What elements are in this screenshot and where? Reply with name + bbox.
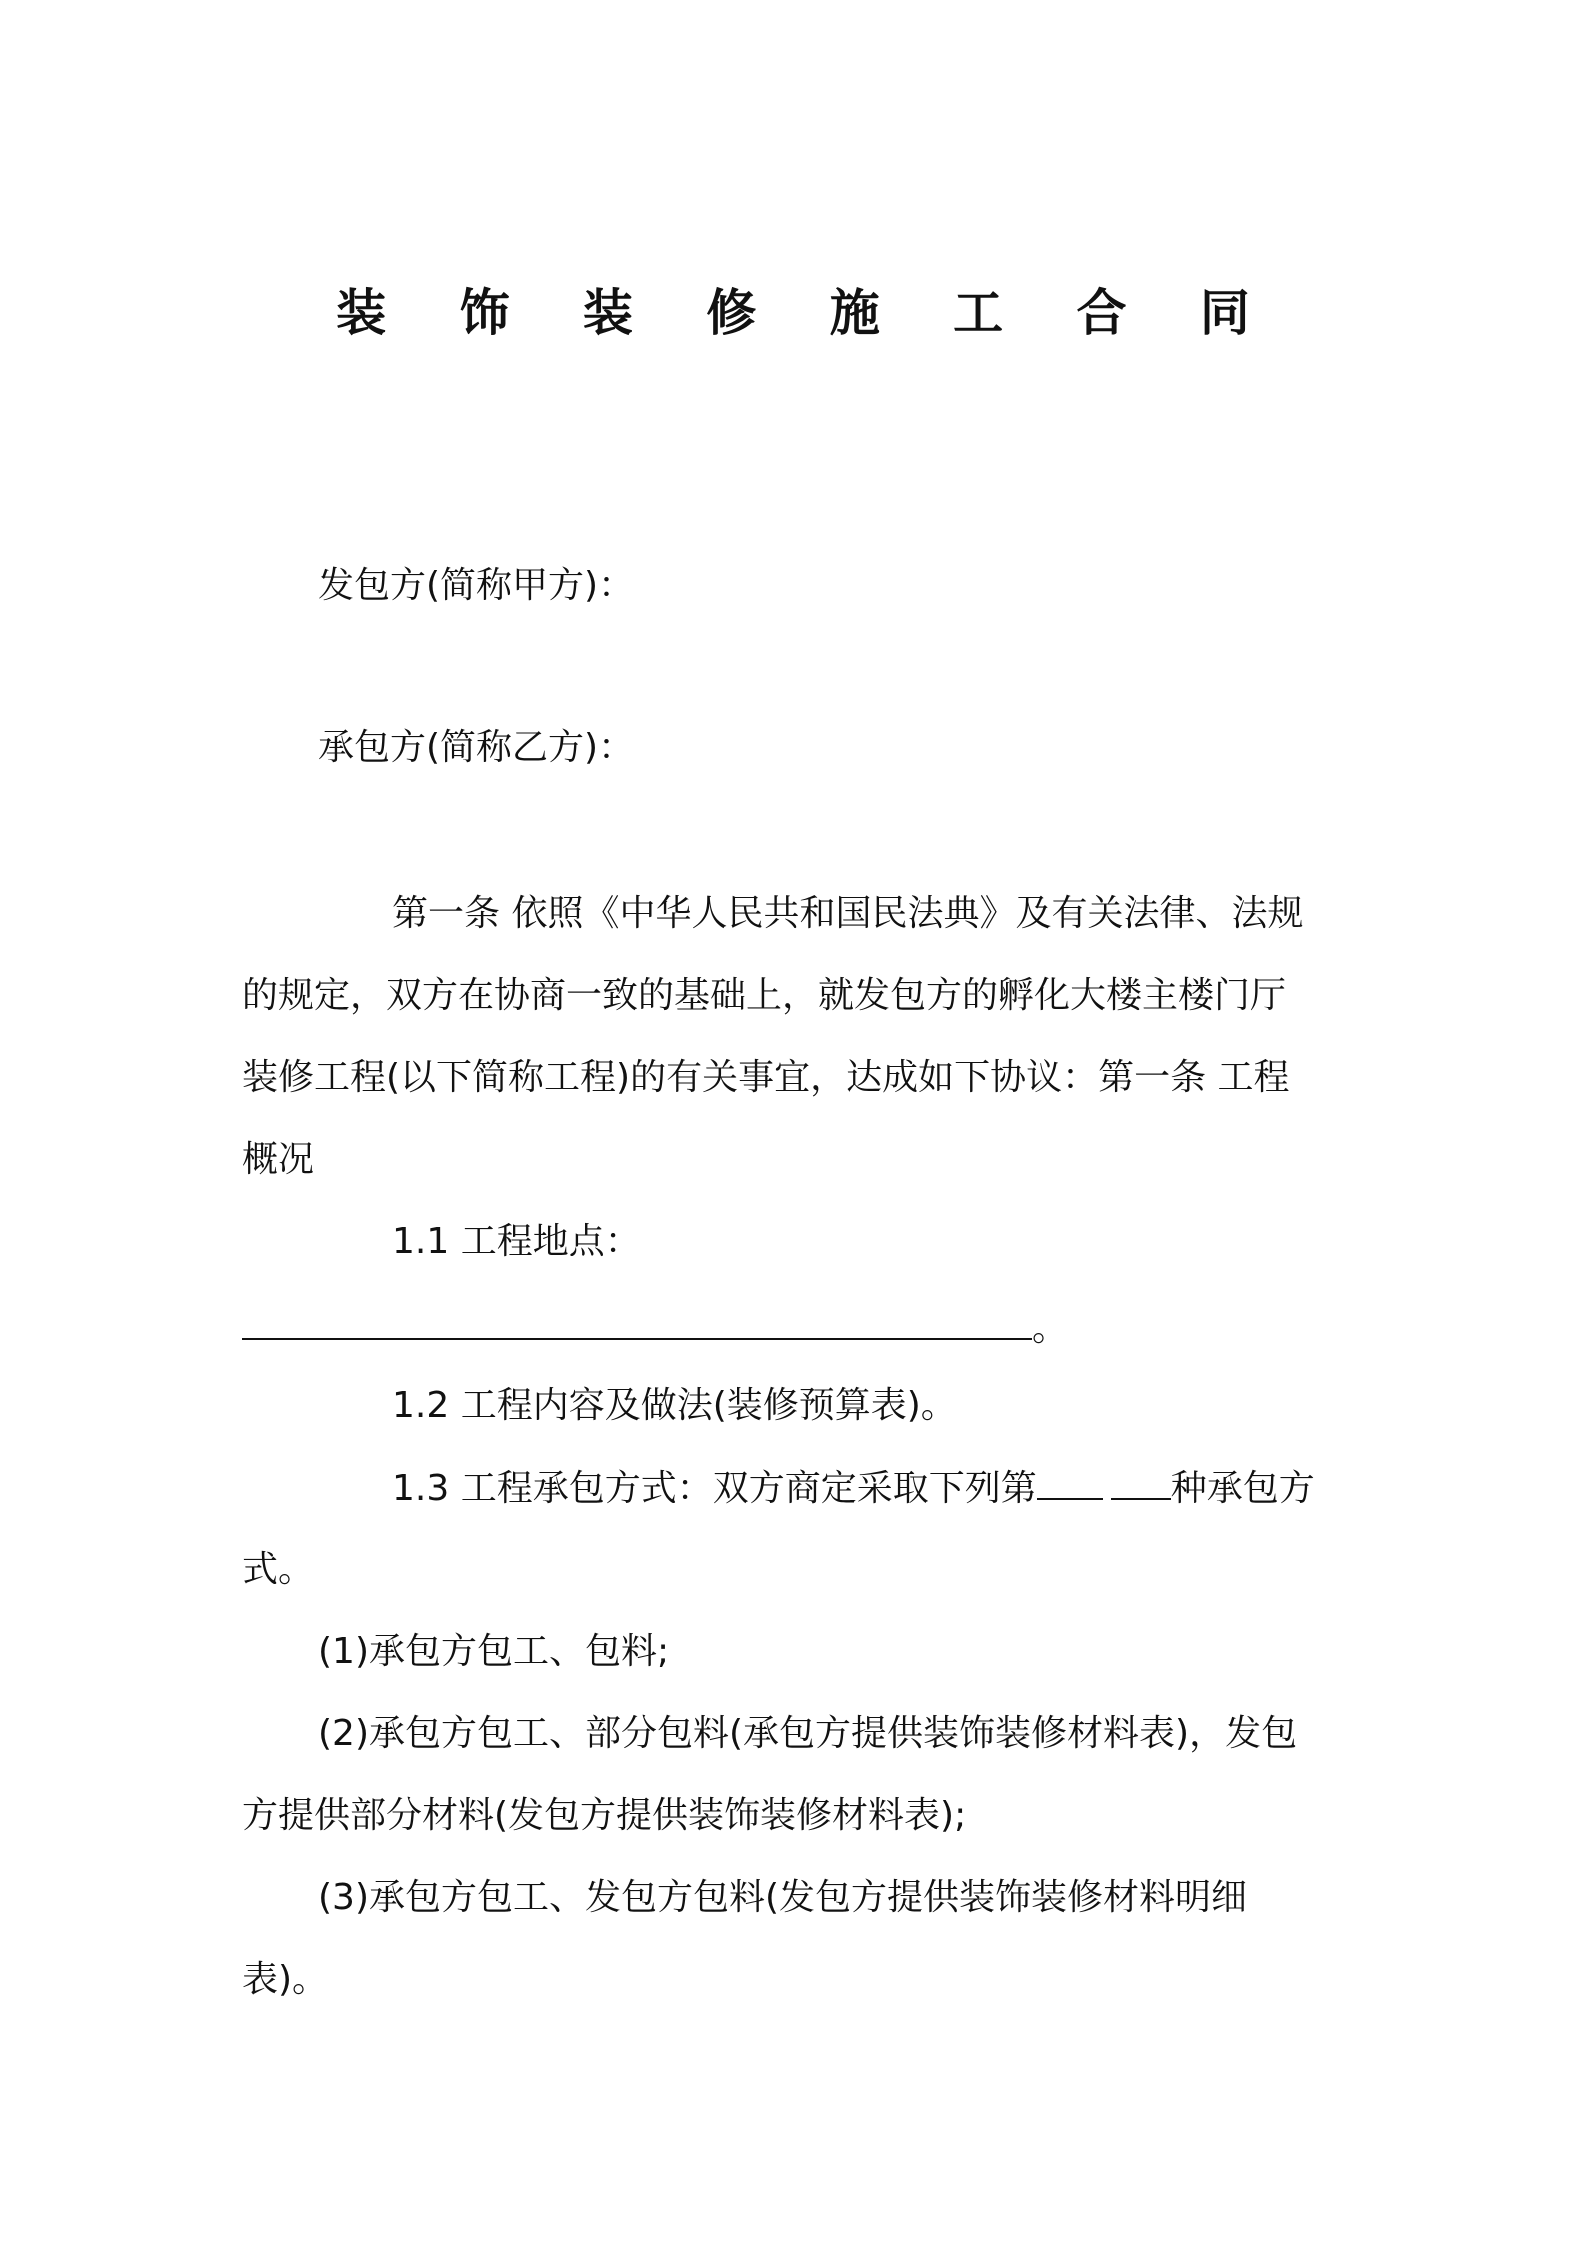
option-blank-b <box>1111 1464 1171 1500</box>
article-intro-line-3: 装修工程(以下简称工程)的有关事宜，达成如下协议：第一条 工程 <box>242 1057 1290 1098</box>
location-blank <box>242 1300 1032 1340</box>
option-1: (1)承包方包工、包料; <box>318 1631 670 1672</box>
article-intro-line-4: 概况 <box>242 1139 315 1180</box>
option-3-line-1: (3)承包方包工、发包方包料(发包方提供装饰装修材料明细 <box>318 1877 1248 1918</box>
item-1-1-blank-line <box>242 1300 1362 1353</box>
item-1-3-prefix: 1.3 工程承包方式：双方商定采取下列第 <box>392 1468 1037 1509</box>
article-intro-line-1: 第一条 依照《中华人民共和国民法典》及有关法律、法规 <box>392 893 1304 934</box>
item-1-1-label: 1.1 工程地点： <box>392 1221 641 1262</box>
option-2-line-2: 方提供部分材料(发包方提供装饰装修材料表); <box>242 1795 967 1836</box>
document-title: 装 饰 装 修 施 工 合 同 <box>336 284 1278 342</box>
option-3-line-2: 表)。 <box>242 1959 329 2000</box>
item-1-1-end: 。 <box>1032 1308 1069 1349</box>
option-blank-a <box>1037 1464 1103 1500</box>
party-a-label: 发包方(简称甲方)： <box>318 565 635 606</box>
party-b-label: 承包方(简称乙方)： <box>318 727 635 768</box>
item-1-3-suffix: 种承包方 <box>1170 1468 1315 1509</box>
option-2-line-1: (2)承包方包工、部分包料(承包方提供装饰装修材料表)，发包 <box>318 1713 1298 1754</box>
item-1-3-cont: 式。 <box>242 1549 315 1590</box>
article-intro-line-2: 的规定，双方在协商一致的基础上，就发包方的孵化大楼主楼门厅 <box>242 975 1287 1016</box>
item-1-3-line <box>392 1464 1512 1513</box>
item-1-2: 1.2 工程内容及做法(装修预算表)。 <box>392 1385 957 1426</box>
